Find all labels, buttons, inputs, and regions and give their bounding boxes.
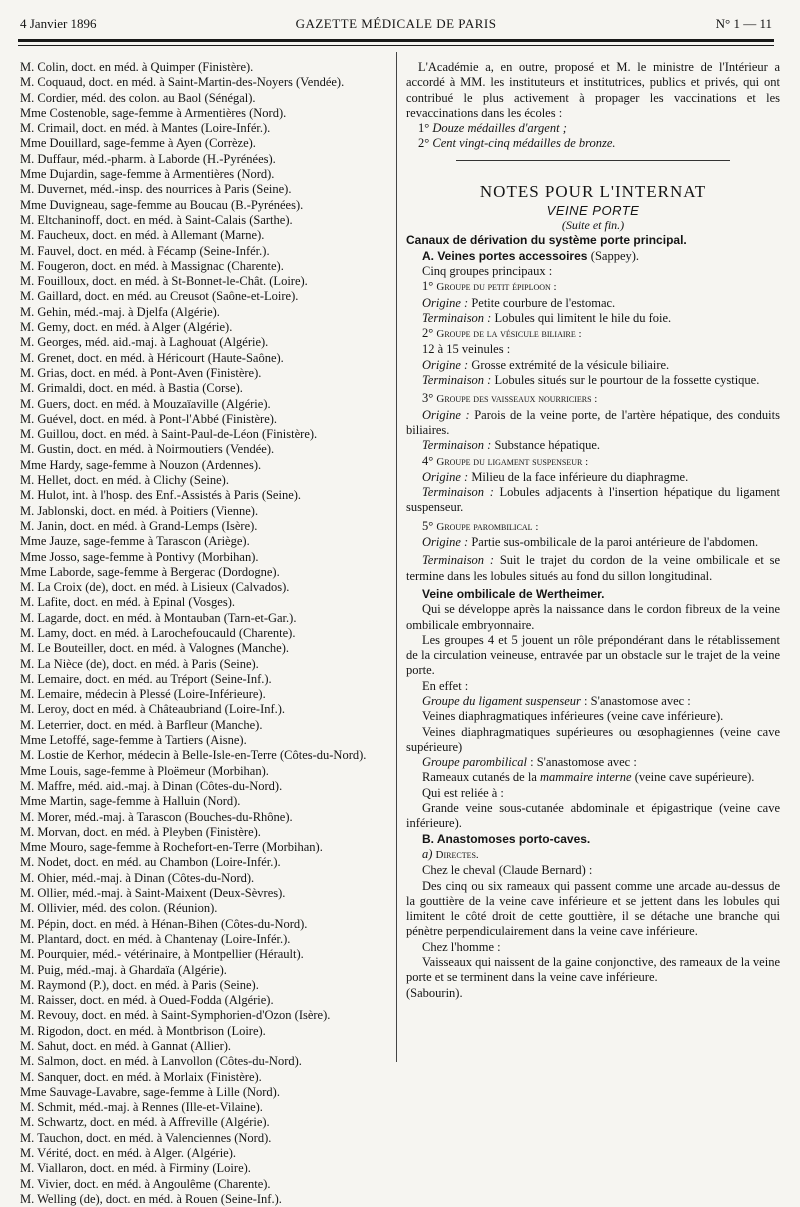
- list-item: M. Hulot, int. à l'hosp. des Enf.-Assistés à Paris (Seine).: [20, 488, 302, 503]
- rameaux-text: [406, 770, 780, 785]
- group-5-num: 5°: [422, 518, 434, 533]
- suspenseur-label: Groupe du ligament suspenseur: [422, 693, 581, 708]
- medal-text-2: Cent vingt-cinq médailles de bronze.: [432, 136, 616, 151]
- group-1-origine-text: Petite courbure de l'estomac.: [471, 295, 616, 310]
- list-item: M. Fauvel, doct. en méd. à Fécamp (Seine-Infér.).: [20, 243, 270, 258]
- list-item: M. Lagarde, doct. en méd. à Montauban (Tarn-et-Gar.).: [20, 610, 297, 625]
- notes-subtitle: VEINE PORTE: [546, 202, 640, 218]
- rameaux-italic: mammaire interne: [540, 770, 632, 785]
- group-1-origine-label: Origine :: [422, 295, 469, 310]
- medal-item-2: [406, 136, 780, 151]
- list-item: M. Guers, doct. en méd. à Mouzaïaville (Algérie).: [20, 396, 271, 411]
- group-5-terminaison: [406, 553, 780, 584]
- list-item: M. Crimail, doct. en méd. à Mantes (Loire-Infér.).: [20, 121, 271, 136]
- group-1-term-text: Lobules qui limitent le hile du foie.: [494, 310, 672, 325]
- list-item: M. Grenet, doct. en méd. à Héricourt (Haute-Saône).: [20, 350, 284, 365]
- directes-line: [406, 847, 780, 863]
- medal-text-1: Douze médailles d'argent ;: [432, 121, 567, 136]
- group-2-origine-text: Grosse extrémité de la vésicule biliaire.: [471, 357, 670, 372]
- directes-label: Directes.: [435, 848, 479, 861]
- rameaux-a: Rameaux cutanés de la: [422, 770, 541, 785]
- list-item: M. Rigodon, doct. en méd. à Montbrison (Loire).: [20, 1023, 266, 1038]
- section-a-heading: [406, 249, 780, 264]
- list-item: M. Pépin, doct. en méd. à Hénan-Bihen (Côtes-du-Nord).: [20, 916, 308, 931]
- rameaux-b: (veine cave supérieure).: [631, 770, 755, 785]
- list-item: M. Viallaron, doct. en méd. à Firminy (Loire).: [20, 1161, 251, 1176]
- list-item: M. Gustin, doct. en méd. à Noirmoutiers (Vendée).: [20, 442, 275, 457]
- group-1-num: 1°: [422, 279, 434, 294]
- list-item: M. Guillou, doct. en méd. à Saint-Paul-de-Léon (Finistère).: [20, 427, 318, 442]
- group-3-origine-label: Origine :: [422, 407, 470, 422]
- cinq-groupes: Cinq groupes principaux :: [422, 263, 553, 278]
- header-rule-thin: [18, 45, 774, 46]
- sabourin-citation: (Sabourin).: [406, 985, 463, 1000]
- list-item: M. Gemy, doct. en méd. à Alger (Algérie).: [20, 320, 233, 335]
- homme-text: Vaisseaux qui naissent de la gaine conjonctive, des rameaux de la veine porte et se terminent dans la veine cave inférieure.: [406, 955, 780, 985]
- list-item: Mme Sauvage-Lavabre, sage-femme à Lille (Nord).: [20, 1084, 280, 1099]
- header-date: 4 Janvier 1896: [20, 16, 97, 31]
- chez-cheval: Chez le cheval (Claude Bernard) :: [422, 863, 593, 878]
- group-2-title: [406, 326, 780, 342]
- group-4-terminaison: [406, 485, 780, 516]
- group-5-origine-label: Origine :: [422, 535, 469, 550]
- group-3-term-label: Terminaison :: [422, 438, 492, 453]
- list-item: M. Vérité, doct. en méd. à Alger. (Algérie).: [20, 1146, 237, 1161]
- list-item: M. Revouy, doct. en méd. à Saint-Symphorien-d'Ozon (Isère).: [20, 1008, 331, 1023]
- list-item: M. Grimaldi, doct. en méd. à Bastia (Corse).: [20, 381, 243, 396]
- list-item: Mme Hardy, sage-femme à Nouzon (Ardennes).: [20, 457, 262, 472]
- group-2-label: Groupe de la vésicule biliaire :: [436, 328, 582, 341]
- list-item: M. Morvan, doct. en méd. à Pleyben (Finistère).: [20, 824, 261, 839]
- list-item: M. Ollier, méd.-maj. à Saint-Maixent (Deux-Sèvres).: [20, 886, 286, 901]
- group-1-terminaison: [406, 311, 780, 326]
- group-3-term-text: Substance hépatique.: [494, 438, 600, 453]
- group-4-num: 4°: [422, 453, 434, 468]
- group-3-terminaison: [406, 438, 780, 453]
- list-item: Mme Duvigneau, sage-femme au Boucau (B.-Pyrénées).: [20, 197, 304, 212]
- group-3-title: [406, 391, 780, 407]
- list-item: M. Raisser, doct. en méd. à Oued-Fodda (Algérie).: [20, 993, 274, 1008]
- group-4-origine-text: Milieu de la face inférieure du diaphragme.: [471, 469, 689, 484]
- list-item: Mme Letoffé, sage-femme à Tartiers (Aisne).: [20, 733, 247, 748]
- list-item: M. Schwartz, doct. en méd. à Affreville (Algérie).: [20, 1115, 270, 1130]
- page-header: [20, 16, 772, 34]
- list-item: Mme Martin, sage-femme à Halluin (Nord).: [20, 794, 241, 809]
- group-3-num: 3°: [422, 391, 434, 406]
- list-item: M. Leroy, doct en méd. à Châteaubriand (Loire-Inf.).: [20, 702, 286, 717]
- group-4-term-label: Terminaison :: [422, 485, 494, 500]
- list-item: M. Georges, méd. aid.-maj. à Laghouat (Algérie).: [20, 335, 269, 350]
- cheval-text: Des cinq ou six rameaux qui passent comme une arcade au-dessus de la gouttière de la veine cave inférieure et se jettent dans les lobules qui limitent le côté droit de cette gouttière, il se détache une branche qui pénètre perpendiculairement dans la veine cave inférieure.: [406, 878, 780, 939]
- list-item: Mme Louis, sage-femme à Ploëmeur (Morbihan).: [20, 763, 269, 778]
- list-item: M. Leterrier, doct. en méd. à Barfleur (Manche).: [20, 717, 263, 732]
- wertheimer-heading: Veine ombilicale de Wertheimer.: [422, 586, 605, 601]
- list-item: Mme Mouro, sage-femme à Rochefort-en-Terre (Morbihan).: [20, 840, 323, 855]
- list-item: M. Cordier, méd. des colon. au Baol (Sénégal).: [20, 90, 256, 105]
- list-item: M. Salmon, doct. en méd. à Lanvollon (Côtes-du-Nord).: [20, 1054, 302, 1069]
- group-3-origine: [406, 408, 780, 439]
- list-item: M. Maffre, méd. aid.-maj. à Dinan (Côtes-du-Nord).: [20, 778, 283, 793]
- group-5-origine-text: Partie sus-ombilicale de la paroi antérieure de l'abdomen.: [471, 535, 759, 550]
- list-item: M. La Nièce (de), doct. en méd. à Paris (Seine).: [20, 656, 259, 671]
- groupes-text: Les groupes 4 et 5 jouent un rôle prépondérant dans le rétablissement de la circulation veineuse, entravée par un obstacle sur le trajet de la veine porte.: [406, 632, 780, 678]
- list-item: Mme Jauze, sage-femme à Tarascon (Ariège).: [20, 534, 250, 549]
- group-2-term-label: Terminaison :: [422, 373, 492, 388]
- group-4-term-text: Lobules adjacents à l'insertion hépatique du ligament suspenseur.: [406, 485, 781, 515]
- list-item: M. Vivier, doct. en méd. à Angoulême (Charente).: [20, 1176, 271, 1191]
- group-4-origine: [406, 470, 780, 485]
- group-4-origine-label: Origine :: [422, 469, 469, 484]
- list-item: M. Le Bouteiller, doct. en méd. à Valognes (Manche).: [20, 641, 289, 656]
- group-1-origine: [406, 296, 780, 311]
- group-5-term-label: Terminaison :: [422, 553, 495, 568]
- section-b-heading: B. Anastomoses porto-caves.: [422, 831, 591, 846]
- wertheimer-text: Qui se développe après la naissance dans le cordon fibreux de la veine ombilicale embryonnaire.: [406, 602, 780, 632]
- list-item: M. Duvernet, méd.-insp. des nourrices à Paris (Seine).: [20, 182, 292, 197]
- suspenseur-line: [406, 694, 780, 709]
- list-item: M. Lostie de Kerhor, médecin à Belle-Isle-en-Terre (Côtes-du-Nord).: [20, 748, 367, 763]
- list-item: M. Gehin, méd.-maj. à Djelfa (Algérie).: [20, 304, 220, 319]
- group-2-term-text: Lobules situés sur le pourtour de la fossette cystique.: [494, 373, 760, 388]
- group-1-title: [406, 279, 780, 295]
- list-item: M. Janin, doct. en méd. à Grand-Lemps (Isère).: [20, 518, 258, 533]
- list-item: M. Coquaud, doct. en méd. à Saint-Martin-des-Noyers (Vendée).: [20, 75, 345, 90]
- list-item: M. Lamy, doct. en méd. à Larochefoucauld (Charente).: [20, 625, 296, 640]
- canaux-heading: Canaux de dérivation du système porte principal.: [406, 233, 687, 248]
- directes-letter: a): [422, 846, 433, 861]
- list-item: M. Duffaur, méd.-pharm. à Laborde (H.-Pyrénées).: [20, 151, 276, 166]
- group-2-origine: [406, 358, 780, 373]
- parombilical-label: Groupe parombilical: [422, 755, 527, 770]
- group-2-count: 12 à 15 veinules :: [422, 342, 511, 357]
- parombilical-rest: : S'anastomose avec :: [526, 755, 637, 770]
- suspenseur-veine-1: Veines diaphragmatiques inférieures (veine cave inférieure).: [422, 709, 724, 724]
- list-item: M. Raymond (P.), doct. en méd. à Paris (Seine).: [20, 977, 259, 992]
- left-column-list: [20, 60, 395, 1207]
- list-item: M. Ohier, méd.-maj. à Dinan (Côtes-du-Nord).: [20, 870, 255, 885]
- list-item: M. Jablonski, doct. en méd. à Poitiers (Vienne).: [20, 503, 259, 518]
- group-4-title: [406, 454, 780, 470]
- group-5-title: [406, 519, 780, 535]
- list-item: M. Hellet, doct. en méd. à Clichy (Seine).: [20, 473, 229, 488]
- qui-est-reliee: Qui est reliée à :: [422, 785, 504, 800]
- list-item: M. Grias, doct. en méd. à Pont-Aven (Finistère).: [20, 365, 262, 380]
- notes-title: NOTES POUR L'INTERNAT: [479, 181, 707, 201]
- group-1-term-label: Terminaison :: [422, 310, 492, 325]
- group-5-term-text: Suit le trajet du cordon de la veine ombilicale et se termine dans les lobules situés au fond du sillon longitudinal.: [406, 553, 781, 583]
- group-2-num: 2°: [422, 326, 434, 341]
- list-item: M. Colin, doct. en méd. à Quimper (Finistère).: [20, 60, 254, 74]
- chez-homme: Chez l'homme :: [422, 939, 501, 954]
- list-item: M. Ollivier, méd. des colon. (Réunion).: [20, 901, 218, 916]
- medal-num-1: 1°: [418, 121, 430, 136]
- list-item: M. Guével, doct. en méd. à Pont-l'Abbé (Finistère).: [20, 411, 278, 426]
- header-journal-title: GAZETTE MÉDICALE DE PARIS: [295, 16, 497, 31]
- list-item: M. Tauchon, doct. en méd. à Valenciennes (Nord).: [20, 1130, 272, 1145]
- list-item: M. Plantard, doct. en méd. à Chantenay (Loire-Infér.).: [20, 931, 291, 946]
- suspenseur-rest: : S'anastomose avec :: [580, 693, 691, 708]
- group-5-origine: [406, 535, 780, 550]
- en-effet: En effet :: [422, 678, 469, 693]
- column-divider: [396, 52, 397, 1062]
- section-a-sappey: (Sappey).: [590, 248, 640, 263]
- list-item: M. Lafite, doct. en méd. à Epinal (Vosges).: [20, 595, 235, 610]
- parombilical-line: [406, 755, 780, 770]
- group-2-terminaison: [406, 373, 780, 388]
- list-item: Mme Dujardin, sage-femme à Armentières (Nord).: [20, 167, 275, 182]
- group-2-origine-label: Origine :: [422, 357, 469, 372]
- list-item: M. La Croix (de), doct. en méd. à Lisieux (Calvados).: [20, 580, 290, 595]
- list-item: M. Pourquier, méd.- vétérinaire, à Montpellier (Hérault).: [20, 947, 304, 962]
- list-item: M. Gaillard, doct. en méd. au Creusot (Saône-et-Loire).: [20, 289, 299, 304]
- list-item: M. Nodet, doct. en méd. au Chambon (Loire-Infér.).: [20, 855, 281, 870]
- list-item: M. Sanquer, doct. en méd. à Morlaix (Finistère).: [20, 1069, 262, 1084]
- list-item: M. Eltchaninoff, doct. en méd. à Saint-Calais (Sarthe).: [20, 212, 293, 227]
- medal-item-1: [406, 121, 780, 136]
- section-a-title: A. Veines portes accessoires: [422, 248, 588, 263]
- list-item: M. Sahut, doct. en méd. à Gannat (Allier).: [20, 1039, 232, 1053]
- list-item: Mme Laborde, sage-femme à Bergerac (Dordogne).: [20, 564, 280, 579]
- list-item: M. Welling (de), doct. en méd. à Rouen (Seine-Inf.).: [20, 1191, 282, 1206]
- right-column: [406, 60, 780, 1001]
- list-item: M. Fougeron, doct. en méd. à Massignac (Charente).: [20, 258, 284, 273]
- list-item: M. Puig, méd.-maj. à Ghardaïa (Algérie).: [20, 962, 227, 977]
- list-item: M. Fouilloux, doct. en méd. à St-Bonnet-le-Chât. (Loire).: [20, 274, 308, 289]
- group-3-origine-text: Parois de la veine porte, de l'artère hépatique, des conduits biliaires.: [406, 407, 780, 437]
- group-3-label: Groupe des vaisseaux nourriciers :: [436, 393, 598, 406]
- group-1-label: Groupe du petit épiploon :: [436, 281, 557, 294]
- section-separator: [456, 160, 730, 161]
- header-rule-thick: [18, 39, 774, 42]
- list-item: Mme Costenoble, sage-femme à Armentières (Nord).: [20, 105, 287, 120]
- grande-veine: Grande veine sous-cutanée abdominale et épigastrique (veine cave inférieure).: [406, 801, 780, 831]
- list-item: M. Schmit, méd.-maj. à Rennes (Ille-et-Vilaine).: [20, 1100, 263, 1115]
- list-item: M. Morer, méd.-maj. à Tarascon (Bouches-du-Rhône).: [20, 809, 293, 824]
- list-item: Mme Josso, sage-femme à Pontivy (Morbihan).: [20, 549, 259, 564]
- notes-suite: (Suite et fin.): [561, 218, 625, 233]
- academy-intro: L'Académie a, en outre, proposé et M. le ministre de l'Intérieur a accordé à MM. les instituteurs et institutrices, publics et privés, qui ont contribué le plus activement à propager les vaccinations et les revaccinations dans les écoles :: [406, 60, 780, 120]
- suspenseur-veine-2: Veines diaphragmatiques supérieures ou œsophagiennes (veine cave supérieure): [406, 724, 780, 754]
- list-item: Mme Douillard, sage-femme à Ayen (Corrèze).: [20, 136, 256, 151]
- header-issue-number: N° 1 — 11: [715, 16, 772, 31]
- list-item: M. Faucheux, doct. en méd. à Allemant (Marne).: [20, 228, 265, 243]
- list-item: M. Lemaire, médecin à Plessé (Loire-Inférieure).: [20, 687, 266, 702]
- medal-num-2: 2°: [418, 136, 430, 151]
- list-item: M. Lemaire, doct. en méd. au Tréport (Seine-Inf.).: [20, 671, 272, 686]
- group-4-label: Groupe du ligament suspenseur :: [436, 455, 589, 468]
- group-5-label: Groupe parombilical :: [436, 520, 539, 533]
